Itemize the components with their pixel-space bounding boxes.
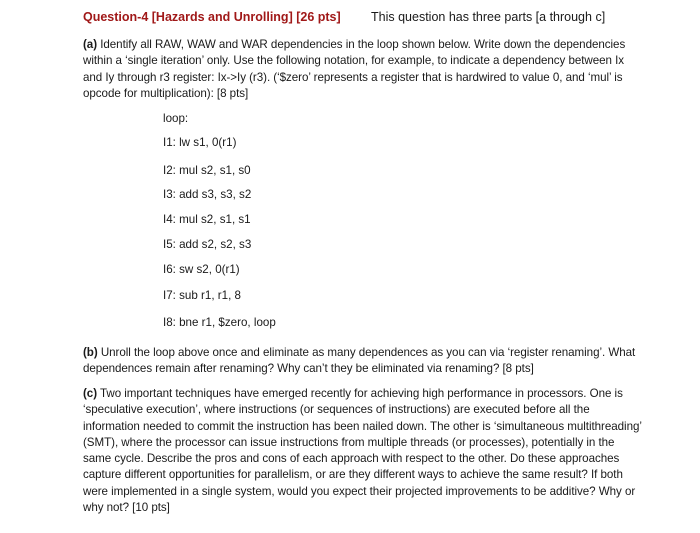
part-c-label: (c) bbox=[83, 387, 98, 400]
part-c-text: Two important techniques have emerged recently for achieving high performance in processors. One is ‘speculative execution’, where instructions (or sequences of instructions) are executed before all the information needed to commit the instruction has been nailed down. The other is ‘simultaneous multithreading’ (SMT), where the processor can issue instructions from multiple threads (or processes), potentially in the same cycle. Describe the pros and cons of each approach with respect to the other. Do these approaches capture different opportunities for parallelism, or are they different ways to achieve the same result? If both were implemented in a single system, would you expect their projected improvements to be additive? Why or why not? [10 pts] bbox=[83, 387, 642, 515]
question-header bbox=[83, 8, 683, 26]
part-b-label: (b) bbox=[83, 346, 98, 359]
code-line-i7: I7: sub r1, r1, 8 bbox=[163, 289, 241, 302]
part-a-text: Identify all RAW, WAW and WAR dependencies in the loop shown below. Write down the dependencies within a ‘single iteration’ only. Use the following notation, for example, to indicate a dependency between Ix and Iy through r3 register: Ix->Iy (r3). (‘$zero’ represents a register that is hardwired to value 0, and ‘mul’ is opcode for multiplication): [8 pts] bbox=[83, 38, 626, 100]
part-a-paragraph bbox=[83, 37, 643, 102]
parts-note: This question has three parts [a through c] bbox=[371, 10, 606, 24]
question-title: Question-4 [Hazards and Unrolling] [26 pts] bbox=[83, 10, 341, 24]
code-line-i5: I5: add s2, s2, s3 bbox=[163, 238, 252, 251]
part-c-paragraph bbox=[83, 386, 643, 516]
loop-label: loop: bbox=[163, 112, 189, 125]
code-line-i3: I3: add s3, s3, s2 bbox=[163, 188, 252, 201]
code-line-i1: I1: lw s1, 0(r1) bbox=[163, 136, 237, 149]
code-line-i6: I6: sw s2, 0(r1) bbox=[163, 263, 240, 276]
part-b-paragraph bbox=[83, 345, 643, 378]
part-a-label: (a) bbox=[83, 38, 98, 51]
code-line-i2: I2: mul s2, s1, s0 bbox=[163, 164, 251, 177]
part-b-text: Unroll the loop above once and eliminate as many dependences as you can via ‘register renaming’. What dependences remain after renaming? Why can’t they be eliminated via renaming? [8 pts] bbox=[83, 346, 636, 376]
code-line-i8: I8: bne r1, $zero, loop bbox=[163, 316, 276, 329]
code-line-i4: I4: mul s2, s1, s1 bbox=[163, 213, 251, 226]
